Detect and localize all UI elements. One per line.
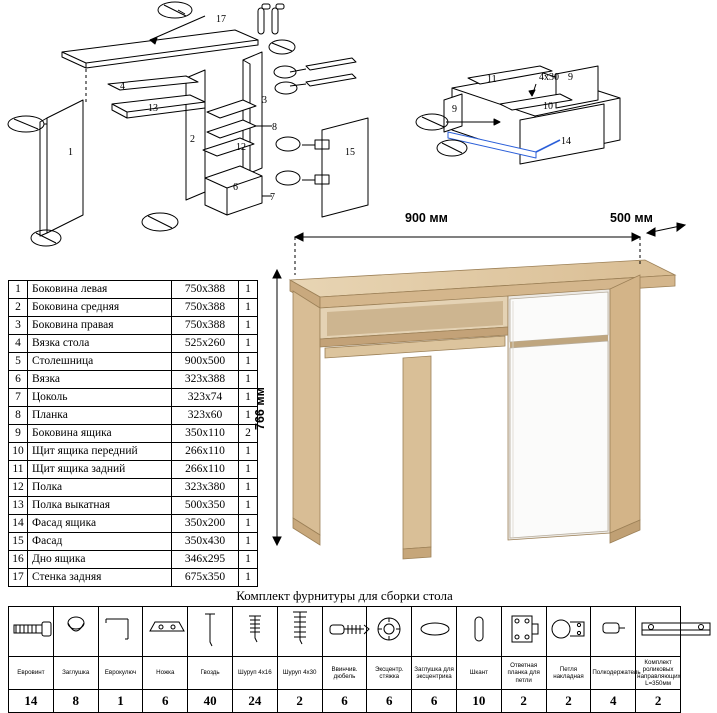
part-name: Боковина левая (28, 281, 172, 299)
part-number: 1 (9, 281, 28, 299)
hardware-name: Шуруп 4х16 (232, 657, 277, 690)
table-row (9, 551, 258, 569)
part-number: 12 (9, 479, 28, 497)
hardware-name: Шуруп 4х30 (277, 657, 322, 690)
table-row (9, 281, 258, 299)
part-qty: 1 (239, 461, 258, 479)
part-name: Дно ящика (28, 551, 172, 569)
part-qty: 1 (239, 515, 258, 533)
part-qty: 1 (239, 479, 258, 497)
part-name: Щит ящика задний (28, 461, 172, 479)
part-size: 323x388 (172, 371, 239, 389)
eccentric-coupler-icon (367, 607, 412, 657)
svg-text:17: 17 (216, 14, 226, 25)
part-size: 750x388 (172, 317, 239, 335)
part-qty: 1 (239, 443, 258, 461)
table-row (9, 497, 258, 515)
part-name: Столешница (28, 353, 172, 371)
svg-text:7: 7 (270, 192, 275, 203)
svg-text:11: 11 (487, 74, 497, 85)
part-size: 500x350 (172, 497, 239, 515)
height-dimension-label: 766 мм (253, 387, 267, 430)
part-name: Боковина ящика (28, 425, 172, 443)
screw-in-dowel-icon (322, 607, 367, 657)
part-size: 750x388 (172, 281, 239, 299)
hardware-name: Ввинчив. дюбель (322, 657, 367, 690)
hardware-name: Шкант (456, 657, 501, 690)
table-row (9, 479, 258, 497)
part-qty: 1 (239, 389, 258, 407)
hardware-count: 2 (636, 690, 681, 713)
table-row (9, 569, 258, 587)
part-qty: 1 (239, 353, 258, 371)
table-row (9, 353, 258, 371)
cap-icon (53, 607, 98, 657)
part-qty: 1 (239, 407, 258, 425)
roller-slides-icon (636, 607, 681, 657)
part-number: 14 (9, 515, 28, 533)
svg-text:8: 8 (272, 122, 277, 133)
shelf-support-icon (591, 607, 636, 657)
table-row (9, 371, 258, 389)
part-number: 2 (9, 299, 28, 317)
table-row (9, 461, 258, 479)
svg-text:10: 10 (543, 101, 553, 112)
hardware-name: Еврокулюч (98, 657, 143, 690)
part-number: 9 (9, 425, 28, 443)
part-number: 8 (9, 407, 28, 425)
part-number: 17 (9, 569, 28, 587)
hardware-name: Евровинт (9, 657, 54, 690)
table-row (9, 317, 258, 335)
part-qty: 1 (239, 551, 258, 569)
part-size: 323x60 (172, 407, 239, 425)
part-size: 323x380 (172, 479, 239, 497)
part-number: 15 (9, 533, 28, 551)
table-row (9, 389, 258, 407)
hardware-count: 6 (412, 690, 457, 713)
table-row (9, 407, 258, 425)
part-number: 4 (9, 335, 28, 353)
svg-text:9: 9 (452, 104, 457, 115)
table-row (9, 335, 258, 353)
part-number: 13 (9, 497, 28, 515)
part-qty: 1 (239, 317, 258, 335)
hardware-count: 14 (9, 690, 54, 713)
hardware-name: Петля накладная (546, 657, 591, 690)
part-name: Цоколь (28, 389, 172, 407)
euro-key-icon (98, 607, 143, 657)
svg-text:15: 15 (345, 147, 355, 158)
desk-render (253, 211, 689, 575)
part-size: 750x388 (172, 299, 239, 317)
hardware-name: Ножка (143, 657, 188, 690)
part-size: 266x110 (172, 443, 239, 461)
svg-text:6: 6 (233, 182, 238, 193)
part-size: 266x110 (172, 461, 239, 479)
hardware-count: 2 (546, 690, 591, 713)
part-name: Вязка стола (28, 335, 172, 353)
part-size: 675x350 (172, 569, 239, 587)
part-name: Вязка (28, 371, 172, 389)
hardware-count: 24 (232, 690, 277, 713)
exploded-diagram (0, 0, 689, 245)
hardware-count: 2 (501, 690, 546, 713)
part-qty: 1 (239, 533, 258, 551)
hardware-count: 6 (367, 690, 412, 713)
part-number: 11 (9, 461, 28, 479)
table-row (9, 299, 258, 317)
part-qty: 1 (239, 569, 258, 587)
euro-screw-icon (9, 607, 54, 657)
part-name: Полка выкатная (28, 497, 172, 515)
hardware-count: 10 (456, 690, 501, 713)
table-row (9, 443, 258, 461)
hinge-icon (546, 607, 591, 657)
dowel-icon (456, 607, 501, 657)
part-size: 525x260 (172, 335, 239, 353)
part-number: 5 (9, 353, 28, 371)
hardware-name: Полкодержатель (591, 657, 636, 690)
screw-4x16-icon (232, 607, 277, 657)
part-name: Щит ящика передний (28, 443, 172, 461)
hardware-name: Комплект роликовых направляющих L=350мм (636, 657, 681, 690)
part-size: 350x200 (172, 515, 239, 533)
table-row (9, 515, 258, 533)
part-name: Планка (28, 407, 172, 425)
part-number: 7 (9, 389, 28, 407)
part-name: Полка (28, 479, 172, 497)
part-qty: 1 (239, 335, 258, 353)
part-number: 3 (9, 317, 28, 335)
part-qty: 2 (239, 425, 258, 443)
hardware-kit-title: Комплект фурнитуры для сборки стола (236, 588, 453, 603)
table-row (9, 425, 258, 443)
table-row (9, 533, 258, 551)
hardware-count: 4 (591, 690, 636, 713)
part-name: Фасад ящика (28, 515, 172, 533)
hardware-count: 6 (322, 690, 367, 713)
width-dimension-label: 900 мм (405, 211, 448, 225)
part-name: Боковина средняя (28, 299, 172, 317)
depth-dimension-label: 500 мм (610, 211, 653, 225)
hardware-count: 2 (277, 690, 322, 713)
svg-text:2: 2 (190, 134, 195, 145)
part-name: Стенка задняя (28, 569, 172, 587)
hardware-count: 8 (53, 690, 98, 713)
part-qty: 1 (239, 497, 258, 515)
part-size: 350x430 (172, 533, 239, 551)
eccentric-cap-icon (412, 607, 457, 657)
hardware-count: 1 (98, 690, 143, 713)
hardware-name: Эксцентр. стяжка (367, 657, 412, 690)
hardware-table (8, 606, 681, 713)
svg-text:4: 4 (120, 81, 125, 92)
part-number: 16 (9, 551, 28, 569)
svg-text:4x30: 4x30 (539, 72, 559, 83)
svg-text:9: 9 (568, 72, 573, 83)
part-qty: 1 (239, 299, 258, 317)
hinge-plate-icon (501, 607, 546, 657)
svg-text:12: 12 (236, 142, 246, 153)
part-size: 350x110 (172, 425, 239, 443)
part-size: 346x295 (172, 551, 239, 569)
hardware-count: 6 (143, 690, 188, 713)
part-number: 6 (9, 371, 28, 389)
hardware-name: Заглушка для эксцентрика (412, 657, 457, 690)
nail-icon (188, 607, 233, 657)
part-size: 900x500 (172, 353, 239, 371)
hardware-count: 40 (188, 690, 233, 713)
svg-text:3: 3 (262, 95, 267, 106)
parts-table (8, 280, 258, 587)
part-name: Фасад (28, 533, 172, 551)
svg-text:1: 1 (68, 147, 73, 158)
part-size: 323x74 (172, 389, 239, 407)
hardware-name: Заглушка (53, 657, 98, 690)
hardware-name: Ответная планка для петли (501, 657, 546, 690)
part-name: Боковина правая (28, 317, 172, 335)
part-qty: 1 (239, 371, 258, 389)
part-qty: 1 (239, 281, 258, 299)
hardware-name: Гвоздь (188, 657, 233, 690)
screw-4x30-icon (277, 607, 322, 657)
svg-text:14: 14 (561, 136, 571, 147)
part-number: 10 (9, 443, 28, 461)
svg-text:13: 13 (148, 103, 158, 114)
leg-icon (143, 607, 188, 657)
